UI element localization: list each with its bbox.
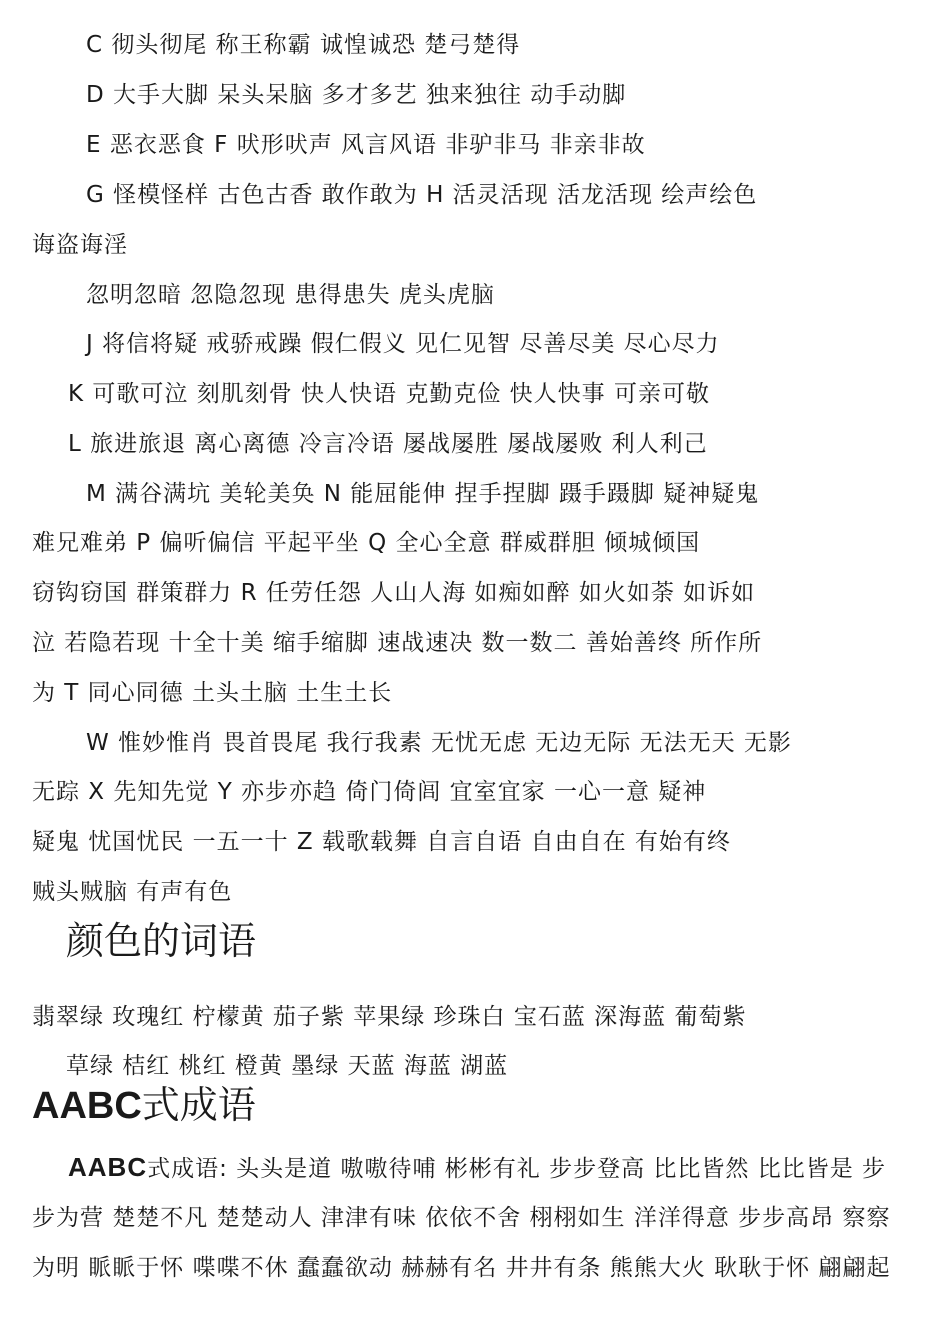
aabc-heading-cjk: 式成语 [141, 1083, 256, 1127]
idiom-line: E 恶衣恶食 F 吠形吠声 风言风语 非驴非马 非亲非故 [86, 132, 646, 158]
idiom-line: 疑鬼 忧国忧民 一五一十 Z 载歌载舞 自言自语 自由自在 有始有终 [32, 829, 731, 855]
idiom-line: 为 T 同心同德 土头土脑 土生土长 [32, 680, 393, 706]
aabc-intro-text: 式成语: 头头是道 嗷嗷待哺 彬彬有礼 步步登高 比比皆然 比比皆是 步 [147, 1156, 887, 1182]
idiom-line: C 彻头彻尾 称王称霸 诚惶诚恐 楚弓楚得 [86, 32, 521, 58]
colors-line: 草绿 桔红 桃红 橙黄 墨绿 天蓝 海蓝 湖蓝 [66, 1053, 509, 1079]
idiom-line: W 惟妙惟肖 畏首畏尾 我行我素 无忧无虑 无边无际 无法无天 无影 [86, 730, 792, 756]
idiom-line: G 怪模怪样 古色古香 敢作敢为 H 活灵活现 活龙活现 绘声绘色 [86, 182, 758, 208]
aabc-heading [32, 1082, 256, 1129]
idiom-line: K 可歌可泣 刻肌刻骨 快人快语 克勤克俭 快人快事 可亲可敬 [68, 381, 710, 407]
idiom-line: 诲盗诲淫 [32, 232, 128, 258]
idiom-line: 忽明忽暗 忽隐忽现 患得患失 虎头虎脑 [86, 282, 495, 308]
aabc-heading-latin: AABC [32, 1085, 142, 1127]
colors-line: 翡翠绿 玫瑰红 柠檬黄 茄子紫 苹果绿 珍珠白 宝石蓝 深海蓝 葡萄紫 [32, 1004, 747, 1030]
aabc-line [68, 1152, 886, 1184]
idiom-line: 难兄难弟 P 偏听偏信 平起平坐 Q 全心全意 群威群胆 倾城倾国 [32, 530, 701, 556]
idiom-line: D 大手大脚 呆头呆脑 多才多艺 独来独往 动手动脚 [86, 82, 627, 108]
idiom-line: 贼头贼脑 有声有色 [32, 879, 233, 905]
idiom-line: J 将信将疑 戒骄戒躁 假仁假义 见仁见智 尽善尽美 尽心尽力 [86, 331, 720, 357]
idiom-line: 无踪 X 先知先觉 Y 亦步亦趋 倚门倚闾 宜室宜家 一心一意 疑神 [32, 779, 707, 805]
idiom-line: M 满谷满坑 美轮美奂 N 能屈能伸 捏手捏脚 蹑手蹑脚 疑神疑鬼 [86, 481, 760, 507]
aabc-line: 为明 眽眽于怀 喋喋不休 蠢蠢欲动 赫赫有名 井井有条 熊熊大火 耿耿于怀 翩翩起 [32, 1255, 891, 1281]
aabc-intro-latin: AABC [68, 1152, 148, 1182]
idiom-line: 泣 若隐若现 十全十美 缩手缩脚 速战速决 数一数二 善始善终 所作所 [32, 630, 763, 656]
aabc-line: 步为营 楚楚不凡 楚楚动人 津津有味 依依不舍 栩栩如生 洋洋得意 步步高昂 察察 [32, 1205, 891, 1231]
idiom-line: L 旅进旅退 离心离德 冷言冷语 屡战屡胜 屡战屡败 利人利己 [68, 431, 708, 457]
colors-heading: 颜色的词语 [66, 919, 257, 963]
idiom-line: 窃钩窃国 群策群力 R 任劳任怨 人山人海 如痴如醉 如火如荼 如诉如 [32, 580, 756, 606]
